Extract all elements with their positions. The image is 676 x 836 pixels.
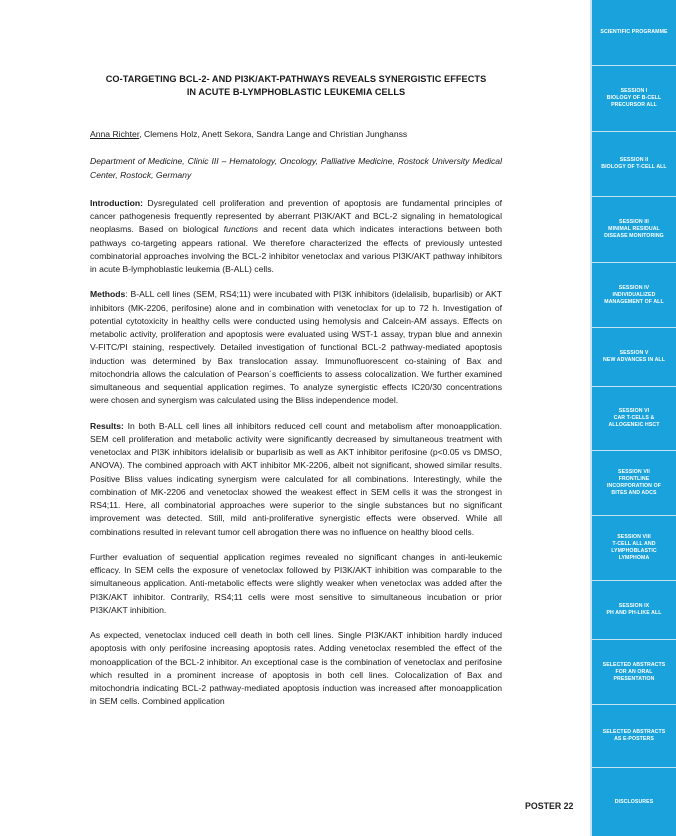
nav-scientific-programme[interactable]	[592, 0, 676, 65]
nav-label: SCIENTIFIC PROGRAMME	[600, 29, 668, 35]
abstract-article	[90, 73, 502, 721]
apoptosis-paragraph: As expected, venetoclax induced cell death in both cell lines. Single PI3K/AKT inhibition hardly induced apoptosis with only perifosine increasing apoptosis rates. Adding venetoclax resembled the effect of the monoapplication of the BCL-2 inhibitor. An exceptional case is the combination of venetoclax and perifosine which resulted in a prominent increase of apoptosis in both cell lines. Colocalization of Bax and mitochondria indicating BCL-2 pathway-mediated apoptosis induction was increased after monoapplication in SEM cells. Combined application	[90, 630, 502, 707]
sequential-paragraph: Further evaluation of sequential application regimes revealed no significant changes in anti-leukemic efficacy. In SEM cells the exposure of venetoclax followed by PI3K/AKT inhibition was comparable to the simultaneous application. Anti-metabolic effects were slightly weaker when venetoclax was added after the PI3K/AKT inhibitor. Contrarily, RS4;11 cells were most sensitive to simultaneous incubation or prior PI3K/AKT inhibition.	[90, 551, 502, 615]
session-sidebar	[590, 0, 676, 836]
results-heading: Results:	[90, 420, 124, 431]
nav-session-3[interactable]	[592, 197, 676, 262]
introduction-text-b: and recent data which indicates interactions between both pathways co-targeting appears rational. We therefore characterized the effects of previously untested combinatorial approaches involving the BCL-2 inhibitor venetoclax and various PI3K/AKT pathway inhibitors in acute B-lymphoblastic leukemia (B-ALL) cells.	[90, 224, 502, 274]
nav-label: SESSION VI CAR T-CELLS & ALLOGENEIC HSCT	[608, 408, 660, 428]
poster-number: POSTER 22	[525, 801, 574, 811]
nav-session-2[interactable]	[592, 132, 676, 196]
nav-label: SELECTED ABSTRACTS AS E-POSTERS	[602, 729, 666, 742]
nav-selected-oral[interactable]	[592, 640, 676, 704]
results-paragraph	[90, 420, 502, 539]
nav-label: SESSION IX PH AND PH-LIKE ALL	[606, 603, 662, 616]
nav-session-1[interactable]	[592, 66, 676, 131]
author-list	[90, 128, 502, 141]
nav-session-5[interactable]	[592, 328, 676, 386]
abstract-title: CO-TARGETING BCL-2- AND PI3K/AKT-PATHWAYS REVEALS SYNERGISTIC EFFECTS IN ACUTE B-LYMPHOBLASTIC LEUKEMIA CELLS	[105, 74, 487, 97]
nav-label: SESSION III MINIMAL RESIDUAL DISEASE MONITORING	[604, 219, 664, 239]
nav-label: SESSION IV INDIVIDUALIZED MANAGEMENT OF ALL	[604, 284, 664, 305]
coauthors: , Clemens Holz, Anett Sekora, Sandra Lange and Christian Junghanss	[139, 129, 408, 139]
nav-session-4[interactable]	[592, 263, 676, 327]
nav-session-7[interactable]	[592, 451, 676, 515]
nav-session-9[interactable]	[592, 581, 676, 639]
nav-disclosures[interactable]	[592, 768, 676, 836]
nav-label: SESSION I BIOLOGY OF B-CELL PRECURSOR ALL	[606, 88, 662, 108]
nav-label: SELECTED ABSTRACTS FOR AN ORAL PRESENTATION	[602, 661, 666, 682]
methods-heading: Methods	[90, 289, 126, 300]
introduction-paragraph	[90, 197, 502, 277]
introduction-heading: Introduction:	[90, 197, 143, 208]
nav-session-6[interactable]	[592, 387, 676, 450]
nav-label: SESSION VII FRONTLINE INCORPORATION OF BITES AND ADCS	[607, 469, 661, 496]
nav-label: SESSION II BIOLOGY OF T-CELL ALL	[601, 157, 667, 170]
nav-selected-eposters[interactable]	[592, 705, 676, 767]
introduction-emphasis: functions	[223, 224, 259, 235]
methods-paragraph	[90, 288, 502, 407]
introduction-text-a: Dysregulated cell proliferation and prevention of apoptosis are fundamental principles of cancer pathogenesis frequently represented by aberrant PI3K/AKT and BCL-2 signaling in hematological neoplasms. Based on biological	[90, 197, 502, 235]
methods-text: : B-ALL cell lines (SEM, RS4;11) were incubated with PI3K inhibitors (idelalisib, buparlisib) or AKT inhibitors (MK-2206, perifosine) alone and in combination with venetoclax for up to 72 h. Investigation of potential cytotoxicity in healthy cells were conducted using hemolysis and Calcein-AM assays. Effects on metabolic activity, proliferation and apoptosis were evaluated using WST-1 assay, trypan blue and annexin V-FITC/PI staining, respectively. Detailed investigation of functional BCL-2 pathway-mediated apoptosis induction was determined by Bax translocation assay. Immunofluorescent co-staining of Bax and mitochondria allows the calculation of Pearson´s coefficients to assess colocalization. We further examined simultaneous and sequential application regimes. To analyze synergistic effects IC20/30 concentrations were chosen and synergism was calculated using the Bliss independence model.	[90, 289, 502, 406]
nav-session-8[interactable]	[592, 516, 676, 580]
presenting-author: Anna Richter	[90, 129, 140, 139]
nav-label: SESSION V NEW ADVANCES IN ALL	[603, 350, 665, 363]
results-text: In both B-ALL cell lines all inhibitors reduced cell count and metabolism after monoapplication. SEM cell proliferation and metabolic activity were significantly decreased by simultaneous treatment with venetoclax and PI3K inhibitors idelalisib or buparlisib as well as AKT inhibitor perifosine (p<0.05 vs DMSO, ANOVA). The combined approach with AKT inhibitor MK-2206, albeit not significant, showed similar results. Positive Bliss values indicating synergism were calculated for all combinations. Interestingly, while the combination of MK-2206 and venetoclax showed the weakest effect in SEM cells it was the strongest in RS4;11. Here, all combinatorial approaches were superior to the single substances but no significant improvement was detected. Still, mild anti-proliferative synergistic effects were observed. While all combinations resulted in relevant tumor cell abrogation there was no influence on healthy blood cells.	[90, 420, 502, 537]
nav-label: DISCLOSURES	[614, 798, 654, 805]
affiliation: Department of Medicine, Clinic III – Hematology, Oncology, Palliative Medicine, Rostock University Medical Center, Rostock, Germany	[90, 156, 502, 180]
nav-label: SESSION VIII T-CELL ALL AND LYMPHOBLASTIC LYMPHOMA	[611, 534, 657, 561]
